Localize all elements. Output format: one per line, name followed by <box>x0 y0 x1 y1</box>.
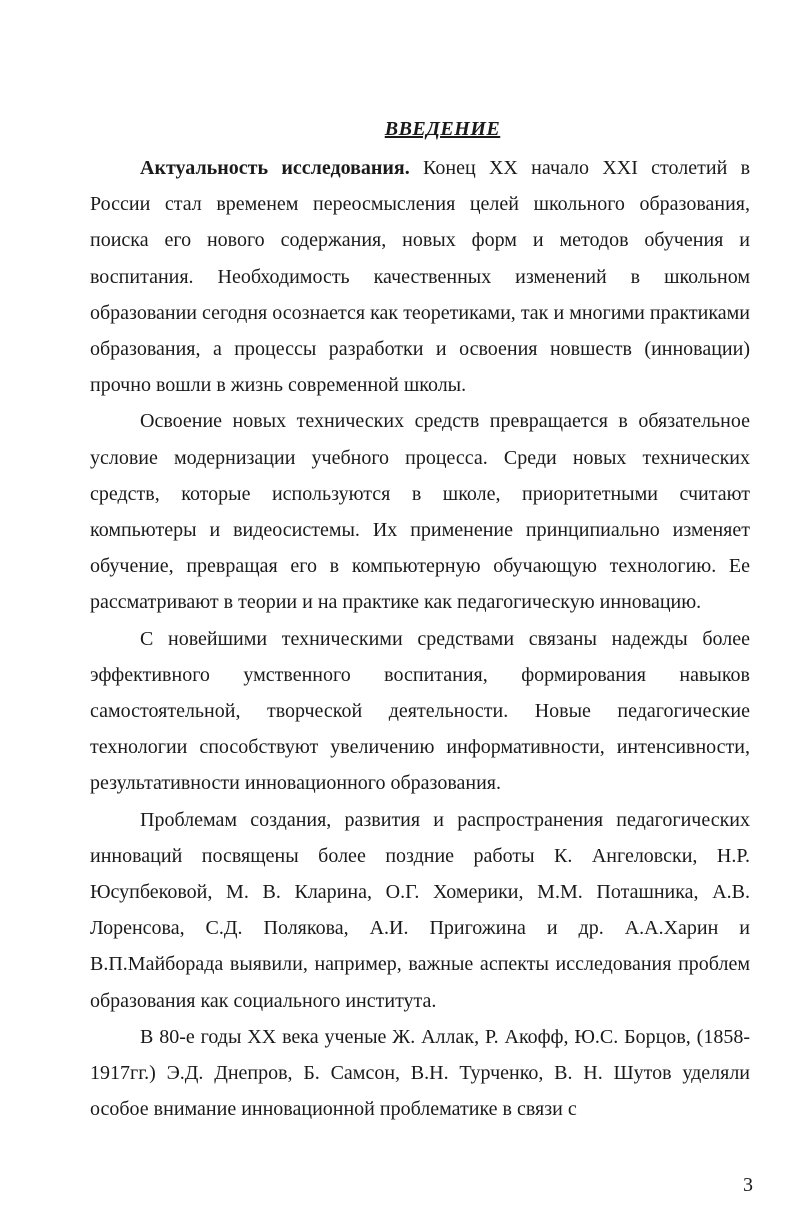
paragraph-text: Конец XX начало XXI столетий в России стал временем переосмысления целей школьного образования, поиска его нового содержания, новых форм и методов обучения и воспитания. Необходимость качественных изменений в школьном образовании сегодня осознается как теоретиками, так и многими практиками образования, а процессы разработки и освоения новшеств (инновации) прочно вошли в жизнь современной школы. <box>90 157 751 397</box>
paragraph: Освоение новых технических средств превращается в обязательное условие модернизации учебного процесса. Среди новых технических средств, которые используются в школе, приоритетными считают компьютеры и видеосистемы. Их применение принципиально изменяет обучение, превращая его в компьютерную обучающую технологию. Ее рассматривают в теории и на практике как педагогическую инновацию. <box>90 410 750 614</box>
paragraph: С новейшими техническими средствами связаны надежды более эффективного умственного воспитания, формирования навыков самостоятельной, творческой деятельности. Новые педагогические технологии способствуют увеличению информативности, интенсивности, результативности инновационного образования. <box>90 627 750 795</box>
body-text <box>90 150 750 1127</box>
section-title: ВВЕДЕНИЕ <box>384 118 501 140</box>
paragraph-lead: Актуальность исследования. <box>140 157 410 179</box>
paragraph: В 80-е годы XX века ученые Ж. Аллак, Р. Акофф, Ю.С. Борцов, (1858-1917гг.) Э.Д. Днепров, Б. Самсон, В.Н. Турченко, В. Н. Шутов уделяли особое внимание инновационной проблематике в связи с <box>90 1025 750 1121</box>
page-number: 3 <box>743 1174 753 1196</box>
paragraph-relevance <box>90 150 750 403</box>
paragraph: Проблемам создания, развития и распространения педагогических инноваций посвящены более поздние работы К. Ангеловски, Н.Р. Юсупбековой, М. В. Кларина, О.Г. Хомерики, М.М. Поташника, А.В. Лоренсова, С.Д. Полякова, А.И. Пригожина и др. А.А.Харин и В.П.Майборада выявили, например, важные аспекты исследования проблем образования как социального института. <box>90 808 750 1012</box>
